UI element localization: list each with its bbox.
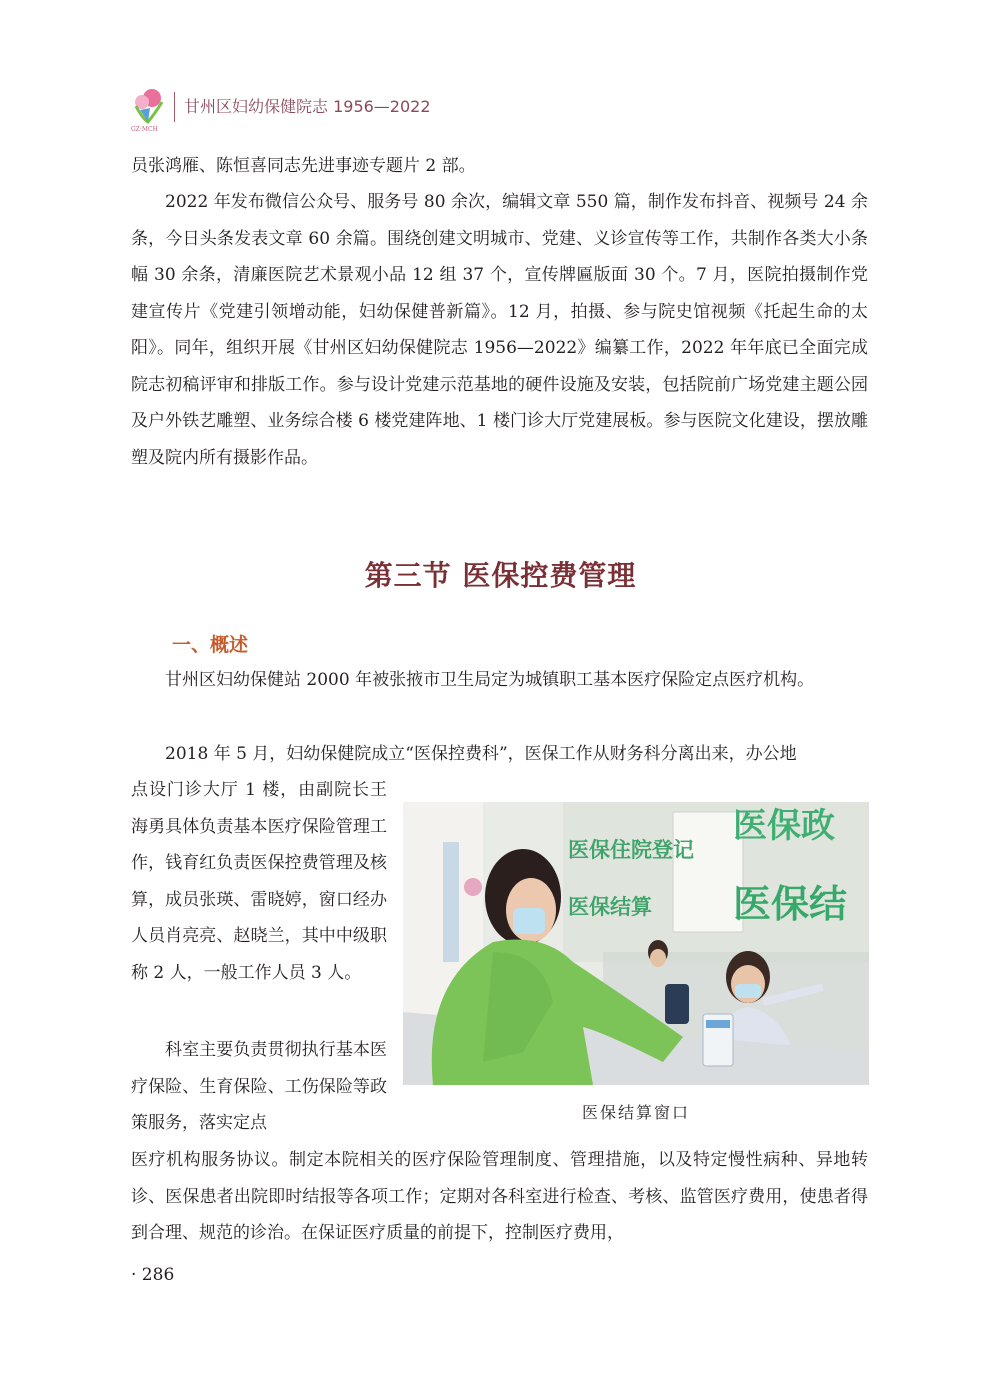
paragraph-3: 甘州区妇幼保健站 2000 年被张掖市卫生局定为城镇职工基本医疗保险定点医疗机构。 [165, 670, 815, 690]
sign-left-1: 医保住院登记 [568, 837, 694, 862]
photo-illustration [403, 802, 869, 1085]
sign-right-1: 医保政 [733, 806, 835, 846]
section-title: 第三节 医保控费管理 [364, 559, 637, 592]
paragraph-2: 2022 年发布微信公众号、服务号 80 余次，编辑文章 550 篇，制作发布抖音、视频号 24 余条，今日头条发表文章 60 余篇。围绕创建文明城市、党建、义诊宣传等工作，共制作各类大小条幅 30 余条，清廉医院艺术景观小品 12 组 37 个，宣传牌匾版面 30 个。7 月，医院拍摄制作党建宣传片《党建引领增动能，妇幼保健普新篇》。12 月，拍摄、参与院史馆视频《托起生命的太阳》。同年，组织开展《甘州区妇幼保健院志 1956—2022》编纂工作，2022 年年底已全面完成院志初稿评审和排版工作。参与设计党建示范基地的硬件设施及安装，包括院前广场党建主题公园及户外铁艺雕塑、业务综合楼 6 楼党建阵地、1 楼门诊大厅党建展板。参与医院文化建设，摆放雕塑及院内所有摄影作品。 [131, 192, 868, 468]
paragraph-4: 2018 年 5 月，妇幼保健院成立“医保控费科”，医保工作从财务科分离出来，办公地 [165, 744, 797, 764]
sign-left-2: 医保结算 [568, 894, 652, 919]
header-divider [174, 92, 175, 122]
photo-settlement-window [403, 802, 869, 1085]
photo-caption: 医保结算窗口 [581, 1103, 690, 1122]
sign-right-2: 医保结 [733, 881, 848, 926]
paragraph-7: 医疗机构服务协议。制定本院相关的医疗保险管理制度、管理措施，以及特定慢性病种、异地转诊、医保患者出院即时结报等各项工作；定期对各科室进行检查、考核、监管医疗费用，使患者得到合理、规范的诊治。在保证医疗质量的前提下，控制医疗费用， [131, 1150, 868, 1243]
running-header-title: 甘州区妇幼保健院志 1956—2022 [184, 97, 431, 116]
paragraph-6: 科室主要负责贯彻执行基本医疗保险、生育保险、工伤保险等政策服务，落实定点 [131, 1040, 387, 1133]
logo-text: GZ·MCH [131, 126, 158, 132]
page-number: · 286 [131, 1265, 175, 1285]
paragraph-1: 员张鸿雁、陈恒喜同志先进事迹专题片 2 部。 [131, 156, 476, 176]
hospital-logo-icon [128, 84, 168, 132]
paragraph-5: 点设门诊大厅 1 楼，由副院长王海勇具体负责基本医疗保险管理工作，钱育红负责医保控费管理及核算，成员张瑛、雷晓婷，窗口经办人员肖亮亮、赵晓兰，其中中级职称 2 人，一般工作人员 3 人。 [131, 780, 387, 983]
subsection-heading: 一、概述 [172, 634, 249, 656]
